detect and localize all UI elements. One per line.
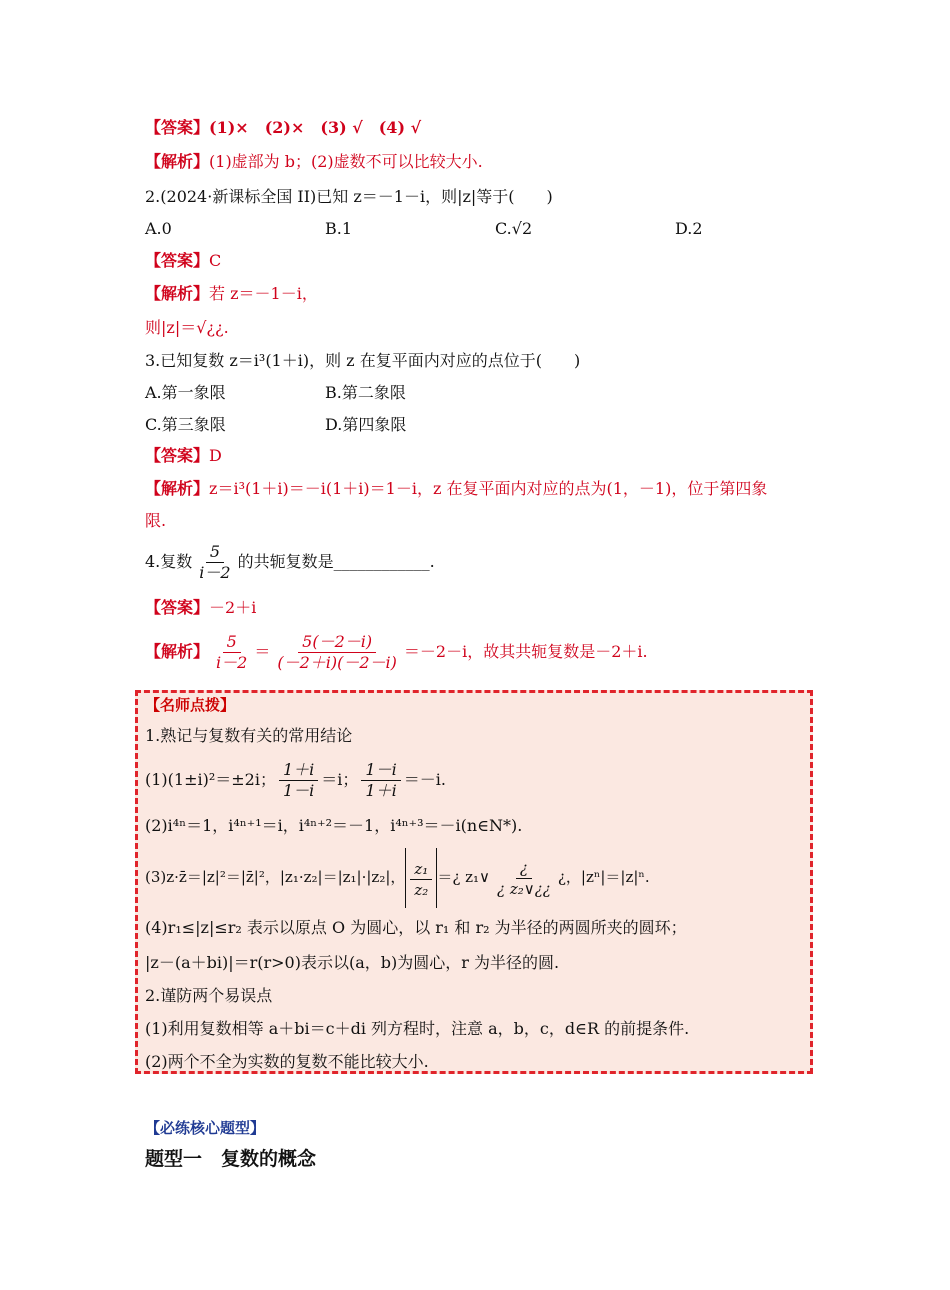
analysis-fraction-2 bbox=[273, 632, 401, 673]
q2-option-b: B.1 bbox=[325, 219, 353, 238]
q1-analysis bbox=[145, 151, 483, 173]
fraction-denominator: ¿ z₂∨¿¿ bbox=[497, 879, 551, 898]
fraction-denominator: 1－i bbox=[282, 781, 315, 800]
tip-line-1 bbox=[145, 758, 446, 802]
answer-text: D bbox=[209, 446, 222, 465]
analysis-label: 【解析】 bbox=[145, 284, 210, 303]
q4-analysis bbox=[145, 630, 648, 674]
q2-option-c: C.√2 bbox=[495, 219, 533, 238]
answer-label: 【答案】 bbox=[145, 598, 210, 617]
fraction-numerator: 5 bbox=[223, 632, 241, 653]
q1-answer bbox=[145, 117, 421, 139]
analysis-fraction-1 bbox=[212, 632, 251, 673]
tip-line-4: (4)r₁≤|z|≤r₂ 表示以原点 O 为圆心，以 r₁ 和 r₂ 为半径的两圆所夹的圆环； bbox=[145, 918, 687, 937]
analysis-label: 【解析】 bbox=[145, 479, 210, 498]
tip-fraction-3 bbox=[410, 859, 432, 900]
tip-line-3-prefix: (3)z·z̄＝|z|²＝|z̄|²，|z₁·z₂|＝|z₁|·|z₂|， bbox=[145, 868, 406, 886]
tip-line-3 bbox=[145, 848, 650, 908]
q3-answer bbox=[145, 445, 222, 467]
analysis-text: (1)虚部为 b；(2)虚数不可以比较大小. bbox=[209, 152, 483, 171]
q2-option-d: D.2 bbox=[675, 219, 703, 238]
fraction-numerator: 1－i bbox=[361, 760, 400, 781]
q2-stem: 2.(2024·新课标全国 II)已知 z＝－1－i，则|z|等于( ) bbox=[145, 187, 553, 206]
answer-text: －2＋i bbox=[209, 598, 257, 617]
answer-text: (1)× (2)× (3) √ (4) √ bbox=[209, 118, 422, 137]
q3-analysis bbox=[145, 478, 767, 500]
q2-answer bbox=[145, 250, 221, 272]
tip-fraction-2 bbox=[361, 760, 400, 801]
q4-stem bbox=[145, 540, 435, 584]
fraction-denominator: i－2 bbox=[199, 563, 231, 582]
fraction-numerator: ¿ bbox=[516, 858, 532, 879]
tip-line-1-prefix: (1)(1±i)²＝±2i； bbox=[145, 770, 276, 789]
answer-label: 【答案】 bbox=[145, 251, 210, 270]
equals: ＝ bbox=[254, 642, 271, 661]
answer-label: 【答案】 bbox=[145, 446, 210, 465]
analysis-text: 若 z＝－1－i， bbox=[209, 284, 318, 303]
fraction-denominator: z₂ bbox=[414, 880, 429, 899]
tip-line-1-tail: ＝－i. bbox=[403, 770, 446, 789]
q2-analysis bbox=[145, 283, 318, 305]
q3-option-b: B.第二象限 bbox=[325, 383, 406, 402]
tip-line-1-mid: ＝i； bbox=[321, 770, 359, 789]
analysis-tail: ＝－2－i，故其共轭复数是－2＋i. bbox=[403, 642, 648, 661]
section-label: 【必练核心题型】 bbox=[145, 1119, 266, 1137]
q4-answer bbox=[145, 597, 256, 619]
q4-stem-prefix: 4.复数 bbox=[145, 552, 193, 571]
tip-line-2: (2)i⁴ⁿ＝1，i⁴ⁿ⁺¹＝i，i⁴ⁿ⁺²＝－1，i⁴ⁿ⁺³＝－i(n∈N*). bbox=[145, 816, 523, 835]
abs-value-bars bbox=[405, 848, 437, 908]
q3-analysis-line2: 限. bbox=[145, 511, 167, 530]
tip-title bbox=[145, 694, 235, 716]
answer-label: 【答案】 bbox=[145, 118, 210, 137]
tip-fraction-1 bbox=[279, 760, 318, 801]
analysis-text: z＝i³(1＋i)＝－i(1＋i)＝1－i，z 在复平面内对应的点为(1，－1)，位于第四象 bbox=[209, 479, 768, 498]
q3-option-c: C.第三象限 bbox=[145, 415, 226, 434]
fraction-denominator: (－2＋i)(－2－i) bbox=[277, 653, 397, 672]
fraction-numerator: 5 bbox=[206, 542, 224, 563]
q3-stem: 3.已知复数 z＝i³(1＋i)，则 z 在复平面内对应的点位于( ) bbox=[145, 351, 581, 370]
q2-option-a: A.0 bbox=[145, 219, 172, 238]
fraction-numerator: 5(－2－i) bbox=[298, 632, 376, 653]
q4-stem-suffix: 的共轭复数是____________. bbox=[237, 552, 435, 571]
fraction-denominator: i－2 bbox=[216, 653, 248, 672]
q3-option-d: D.第四象限 bbox=[325, 415, 407, 434]
tip-line-6: (1)利用复数相等 a＋bi＝c＋di 列方程时，注意 a，b，c，d∈R 的前提条件. bbox=[145, 1019, 690, 1038]
analysis-label: 【解析】 bbox=[145, 642, 210, 661]
tip-line-7: (2)两个不全为实数的复数不能比较大小. bbox=[145, 1052, 429, 1071]
fraction-numerator: 1＋i bbox=[279, 760, 318, 781]
tip-title-text: 【名师点拨】 bbox=[145, 696, 236, 714]
q3-option-a: A.第一象限 bbox=[145, 383, 226, 402]
tip-heading-1: 1.熟记与复数有关的常用结论 bbox=[145, 726, 353, 745]
fraction-denominator: 1＋i bbox=[365, 781, 397, 800]
tip-line-3-tail: ¿，|zⁿ|＝|z|ⁿ. bbox=[557, 868, 650, 886]
q2-analysis-line2: 则|z|＝√¿¿. bbox=[145, 318, 229, 337]
analysis-label: 【解析】 bbox=[145, 152, 210, 171]
tip-line-3-mid: ＝¿ z₁∨ bbox=[437, 868, 491, 886]
tip-line-5: |z－(a＋bi)|＝r(r>0)表示以(a，b)为圆心，r 为半径的圆. bbox=[145, 953, 560, 972]
section-heading: 题型一 复数的概念 bbox=[145, 1148, 317, 1170]
answer-text: C bbox=[209, 251, 222, 270]
tip-fraction-4 bbox=[493, 858, 555, 899]
tip-heading-2: 2.谨防两个易误点 bbox=[145, 986, 273, 1005]
fraction-numerator: z₁ bbox=[410, 859, 432, 880]
q4-fraction bbox=[195, 542, 234, 583]
